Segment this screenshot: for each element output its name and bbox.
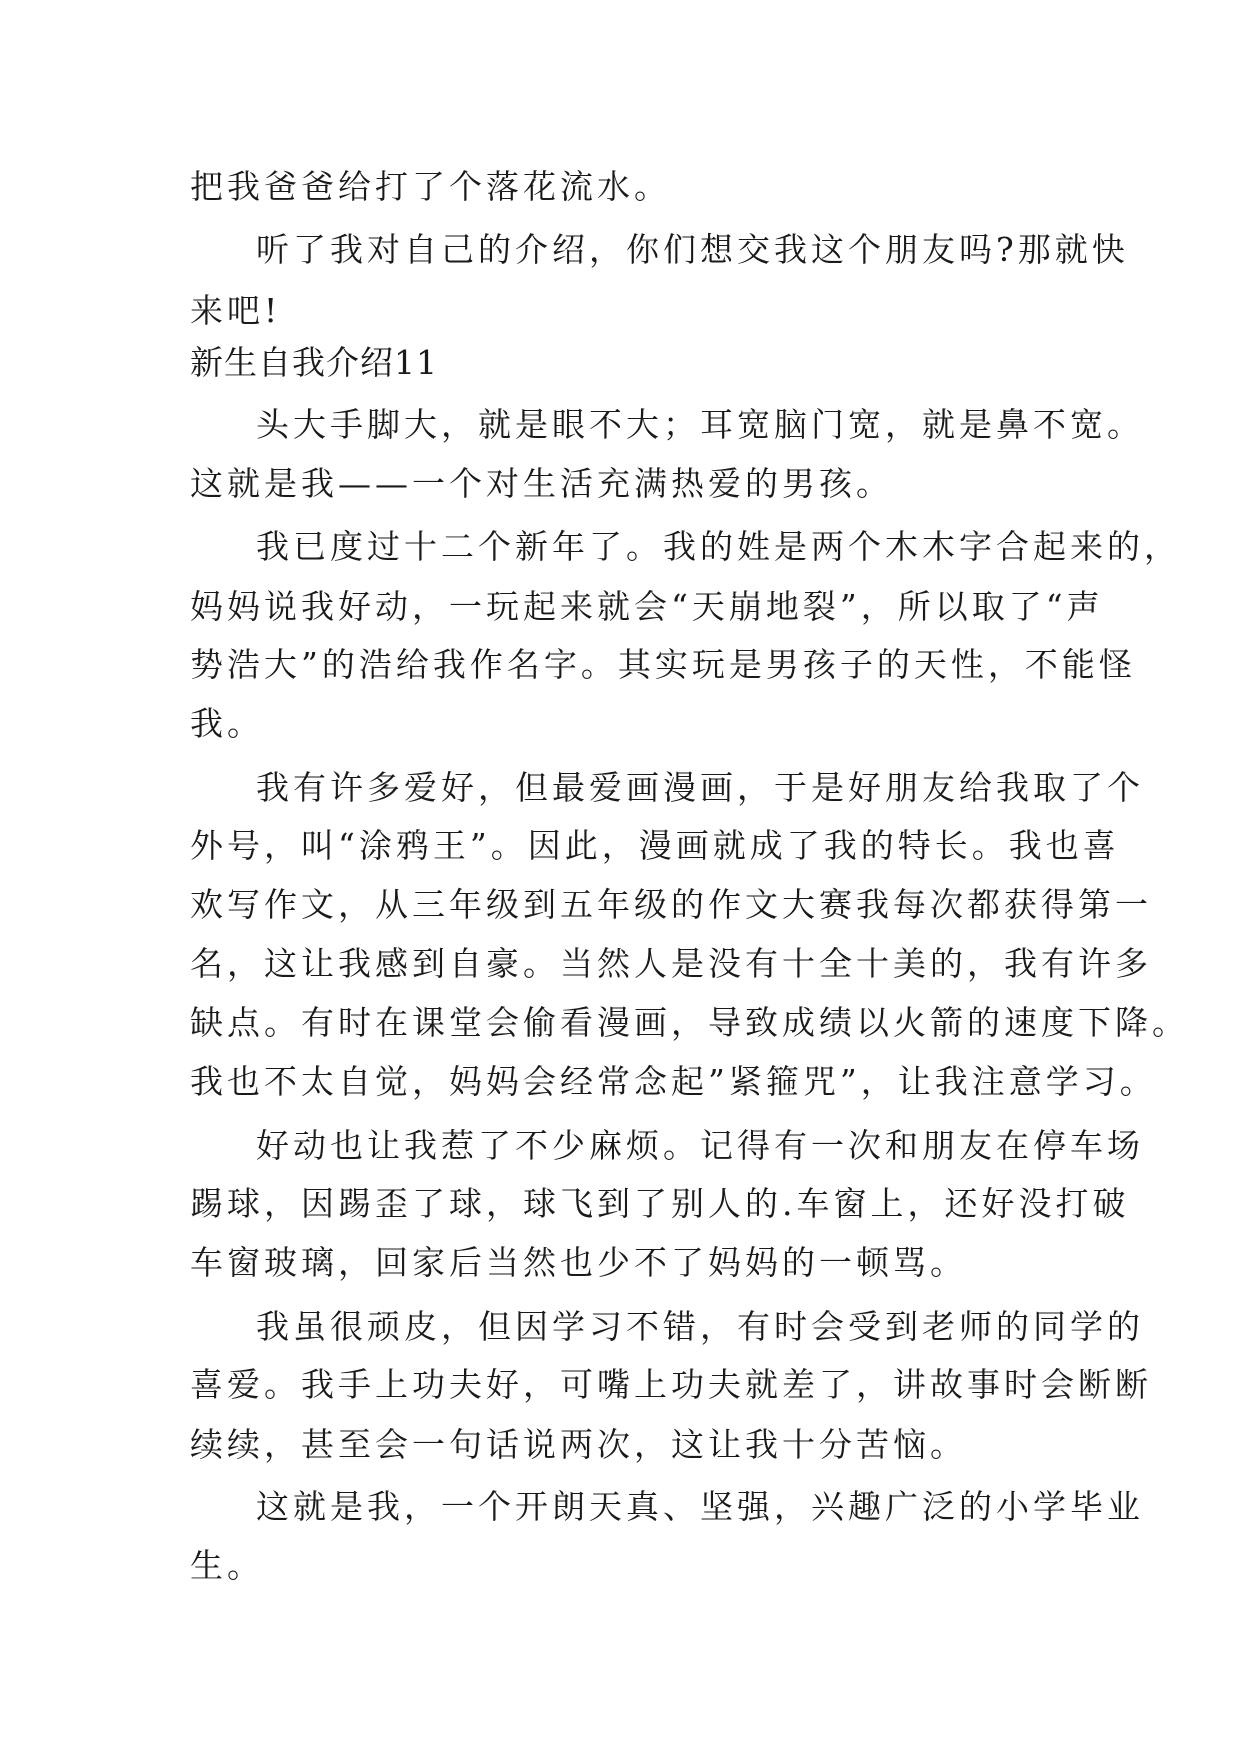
- text-line-5: 头大手脚大，就是眼不大；耳宽脑门宽，就是鼻不宽。: [256, 405, 1144, 444]
- text-line-11: 我有许多爱好，但最爱画漫画，于是好朋友给我取了个: [256, 768, 1144, 807]
- text-line-15: 缺点。有时在课堂会偷看漫画，导致成绩以火箭的速度下降。: [190, 1003, 1189, 1042]
- text-line-9: 势浩大”的浩给我作名字。其实玩是男孩子的天性，不能怪: [190, 645, 1136, 684]
- text-line-8: 妈妈说我好动，一玩起来就会“天崩地裂”，所以取了“声: [190, 587, 1104, 626]
- text-line-18: 踢球，因踢歪了球，球飞到了别人的.车窗上，还好没打破: [190, 1184, 1130, 1223]
- text-line-12: 外号，叫“涂鸦王”。因此，漫画就成了我的特长。我也喜: [190, 826, 1120, 865]
- text-line-24: 生。: [190, 1546, 264, 1585]
- text-line-2: 听了我对自己的介绍，你们想交我这个朋友吗?那就快: [256, 230, 1129, 269]
- text-line-20: 我虽很顽皮，但因学习不错，有时会受到老师的同学的: [256, 1307, 1144, 1346]
- text-line-1: 把我爸爸给打了个落花流水。: [190, 167, 671, 206]
- text-line-6: 这就是我——一个对生活充满热爱的男孩。: [190, 464, 893, 503]
- text-line-10: 我。: [190, 704, 264, 743]
- text-line-17: 好动也让我惹了不少麻烦。记得有一次和朋友在停车场: [256, 1126, 1144, 1165]
- text-line-21: 喜爱。我手上功夫好，可嘴上功夫就差了，讲故事时会断断: [190, 1365, 1152, 1404]
- section-heading: 新生自我介绍11: [190, 343, 438, 382]
- text-line-22: 续续，甚至会一句话说两次，这让我十分苦恼。: [190, 1425, 967, 1464]
- text-line-19: 车窗玻璃，回家后当然也少不了妈妈的一顿骂。: [190, 1243, 967, 1282]
- text-line-14: 名，这让我感到自豪。当然人是没有十全十美的，我有许多: [190, 944, 1152, 983]
- text-line-23: 这就是我，一个开朗天真、坚强，兴趣广泛的小学毕业: [256, 1487, 1144, 1526]
- text-line-16: 我也不太自觉，妈妈会经常念起”紧箍咒”，让我注意学习。: [190, 1062, 1157, 1101]
- text-line-7: 我已度过十二个新年了。我的姓是两个木木字合起来的，: [256, 527, 1181, 566]
- text-line-13: 欢写作文，从三年级到五年级的作文大赛我每次都获得第一: [190, 885, 1152, 924]
- text-line-3: 来吧!: [190, 291, 282, 330]
